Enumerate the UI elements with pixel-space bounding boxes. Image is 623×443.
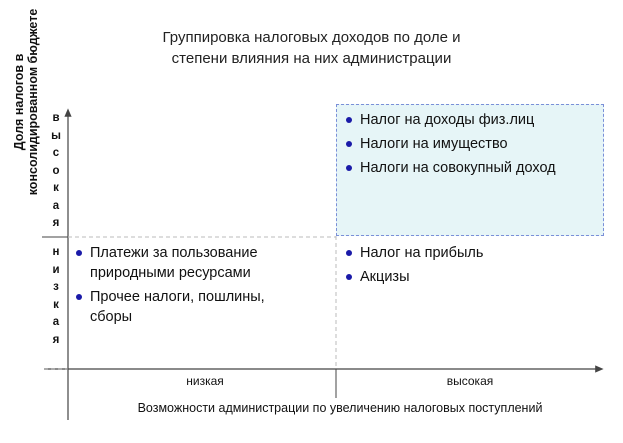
x-tick-high: высокая	[446, 374, 494, 388]
quadrant-low-low	[74, 243, 274, 331]
list-item	[74, 243, 274, 283]
quadrant-high-high	[344, 110, 599, 182]
list-item-text: Налог на прибыль	[360, 245, 484, 261]
bullet-icon	[346, 141, 352, 147]
vertical-letter: с	[52, 147, 60, 159]
vertical-letter: о	[52, 164, 60, 177]
y-tick-high	[50, 110, 62, 233]
title-line-2: степени влияния на них администрации	[171, 50, 452, 67]
list-item-text: Налоги на совокупный доход	[360, 160, 556, 176]
bullet-icon	[346, 165, 352, 171]
vertical-letter: к	[53, 182, 59, 194]
list-item-text: Платежи за пользование природными ресурсами	[90, 245, 258, 281]
title-line-1: Группировка налоговых доходов по доле и	[162, 29, 461, 46]
vertical-letter: в	[52, 112, 60, 124]
list-item	[344, 134, 599, 154]
list-item-text: Прочее налоги, пошлины, сборы	[90, 289, 265, 325]
bullet-icon	[346, 274, 352, 280]
list-item	[344, 267, 599, 287]
x-axis-title: Возможности администрации по увеличению налоговых поступлений	[137, 401, 543, 415]
bullet-icon	[76, 250, 82, 256]
list-item-text: Налоги на имущество	[360, 136, 508, 152]
vertical-letter: а	[52, 199, 60, 212]
y-tick-low	[50, 244, 62, 349]
list-item	[344, 243, 599, 263]
y-axis-title-line-2: консолидированном бюджете	[26, 8, 40, 196]
vertical-letter: и	[52, 263, 60, 276]
list-item-text: Акцизы	[360, 269, 410, 285]
bullet-icon	[346, 250, 352, 256]
vertical-letter: я	[52, 333, 60, 346]
y-axis-title	[12, 0, 40, 232]
bullet-icon	[76, 294, 82, 300]
quadrant-low-high	[344, 243, 599, 291]
y-axis-title-line-1: Доля налогов в	[12, 53, 26, 151]
vertical-letter: к	[53, 298, 59, 311]
x-tick-low: низкая	[186, 374, 224, 388]
vertical-letter: а	[52, 316, 60, 328]
list-item-text: Налог на доходы физ.лиц	[360, 112, 535, 128]
vertical-letter: з	[53, 281, 59, 293]
list-item	[344, 110, 599, 130]
bullet-icon	[346, 117, 352, 123]
list-item	[344, 158, 599, 178]
vertical-letter: я	[52, 217, 60, 229]
vertical-letter: н	[52, 246, 60, 258]
vertical-letter: ы	[51, 129, 61, 142]
list-item	[74, 287, 274, 327]
